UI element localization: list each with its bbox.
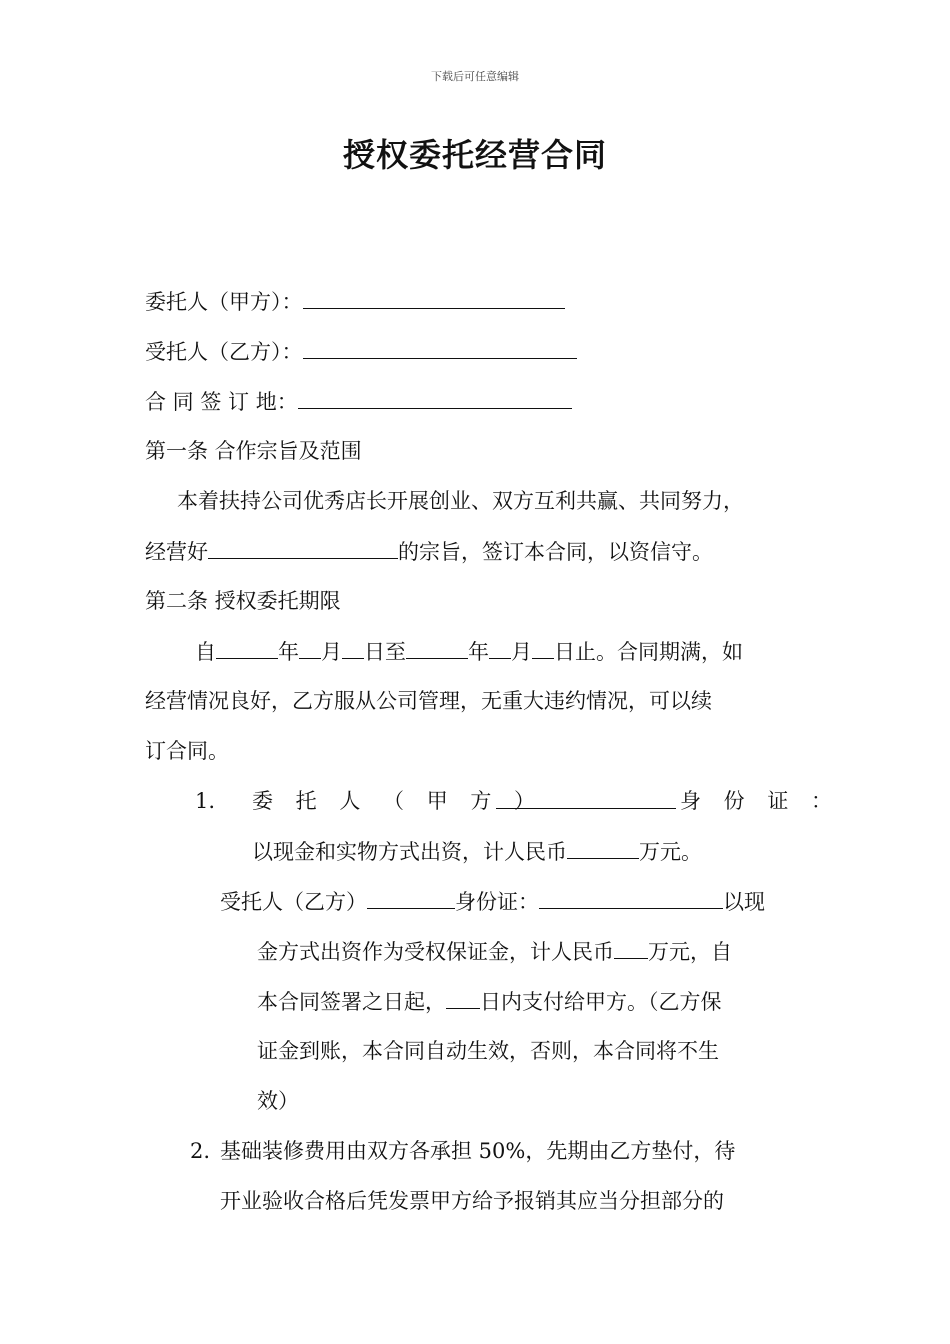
- period-year-2: 年: [468, 640, 489, 664]
- item1-line2-pre: 金方式出资作为受权保证金，计人民币: [257, 940, 614, 964]
- end-month-blank[interactable]: [489, 636, 511, 659]
- signing-place-line: [145, 386, 572, 417]
- business-blank[interactable]: [208, 536, 398, 559]
- party-a-amount-blank[interactable]: [567, 836, 639, 859]
- item1-id-label-a: 身 份 证 ：: [680, 789, 841, 813]
- signing-place-blank[interactable]: [298, 386, 572, 409]
- party-a-label: 委托人（甲方）：: [145, 290, 303, 314]
- article1-heading: 第一条 合作宗旨及范围: [145, 439, 362, 463]
- party-b-label: 受托人（乙方）：: [145, 340, 303, 364]
- item1-id-a-blank-wrap: [496, 786, 676, 817]
- item1-cash-pre: 以现金和实物方式出资，计人民币: [252, 840, 567, 864]
- item2-line2: 开业验收合格后凭发票甲方给予报销其应当分担部分的: [220, 1189, 724, 1213]
- article1-line1: 本着扶持公司优秀店长开展创业、双方互利共赢、共同努力，: [177, 489, 744, 513]
- article2-line3: 订合同。: [145, 739, 229, 763]
- item1-line2: [257, 936, 732, 967]
- period-year-1: 年: [278, 640, 299, 664]
- item1-party-b: 受托人（乙方）: [220, 890, 367, 914]
- article2-period-line: [195, 636, 743, 667]
- item1-cash-post: 万元。: [639, 840, 702, 864]
- period-from: 自: [195, 640, 216, 664]
- start-year-blank[interactable]: [216, 636, 278, 659]
- item2-number: 2.: [190, 1139, 211, 1163]
- article1-line2: [145, 536, 713, 567]
- item1-line3-post: 日内支付给甲方。（乙方保: [480, 990, 722, 1014]
- signing-place-label: 合 同 签 订 地：: [145, 390, 298, 414]
- party-b-name-blank[interactable]: [367, 886, 455, 909]
- item1-line2-post: 万元，自: [648, 940, 732, 964]
- period-month-2: 月: [511, 640, 532, 664]
- end-year-blank[interactable]: [406, 636, 468, 659]
- item1-tail1: 以现: [723, 890, 765, 914]
- item2-line1: 基础装修费用由双方各承担 50%，先期由乙方垫付，待: [220, 1139, 736, 1163]
- item1-id-label-b: 身份证：: [455, 890, 539, 914]
- party-b-blank[interactable]: [303, 336, 577, 359]
- article1-line2-pre: 经营好: [145, 540, 208, 564]
- article2-line2: 经营情况良好，乙方服从公司管理，无重大违约情况，可以续: [145, 689, 712, 713]
- party-b-line: [145, 336, 577, 367]
- end-day-blank[interactable]: [532, 636, 554, 659]
- document-title: 授权委托经营合同: [342, 136, 607, 174]
- payment-days-blank[interactable]: [446, 986, 480, 1009]
- page-header: 下载后可任意编辑: [431, 70, 519, 83]
- item1-line3-pre: 本合同签署之日起，: [257, 990, 446, 1014]
- period-day-end: 日止。合同期满，如: [554, 640, 743, 664]
- party-a-id-blank[interactable]: [496, 786, 676, 809]
- party-a-blank[interactable]: [303, 286, 565, 309]
- article1-line2-post: 的宗旨，签订本合同，以资信守。: [398, 540, 713, 564]
- party-a-line: [145, 286, 565, 317]
- period-month-1: 月: [321, 640, 342, 664]
- item1-cash-line: [252, 836, 702, 867]
- start-month-blank[interactable]: [299, 636, 321, 659]
- article2-heading: 第二条 授权委托期限: [145, 589, 341, 613]
- start-day-blank[interactable]: [342, 636, 364, 659]
- item1-line4: 证金到账，本合同自动生效，否则，本合同将不生: [257, 1039, 719, 1063]
- party-b-id-blank[interactable]: [539, 886, 723, 909]
- period-day-to: 日至: [364, 640, 406, 664]
- item1-party-b-line: [220, 886, 765, 917]
- item1-party-a: 委 托 人 （ 甲 方 ）: [252, 789, 544, 813]
- item1-line3: [257, 986, 722, 1017]
- item1-number: 1.: [195, 789, 216, 813]
- deposit-amount-blank[interactable]: [614, 936, 648, 959]
- item1-line5: 效）: [257, 1089, 299, 1113]
